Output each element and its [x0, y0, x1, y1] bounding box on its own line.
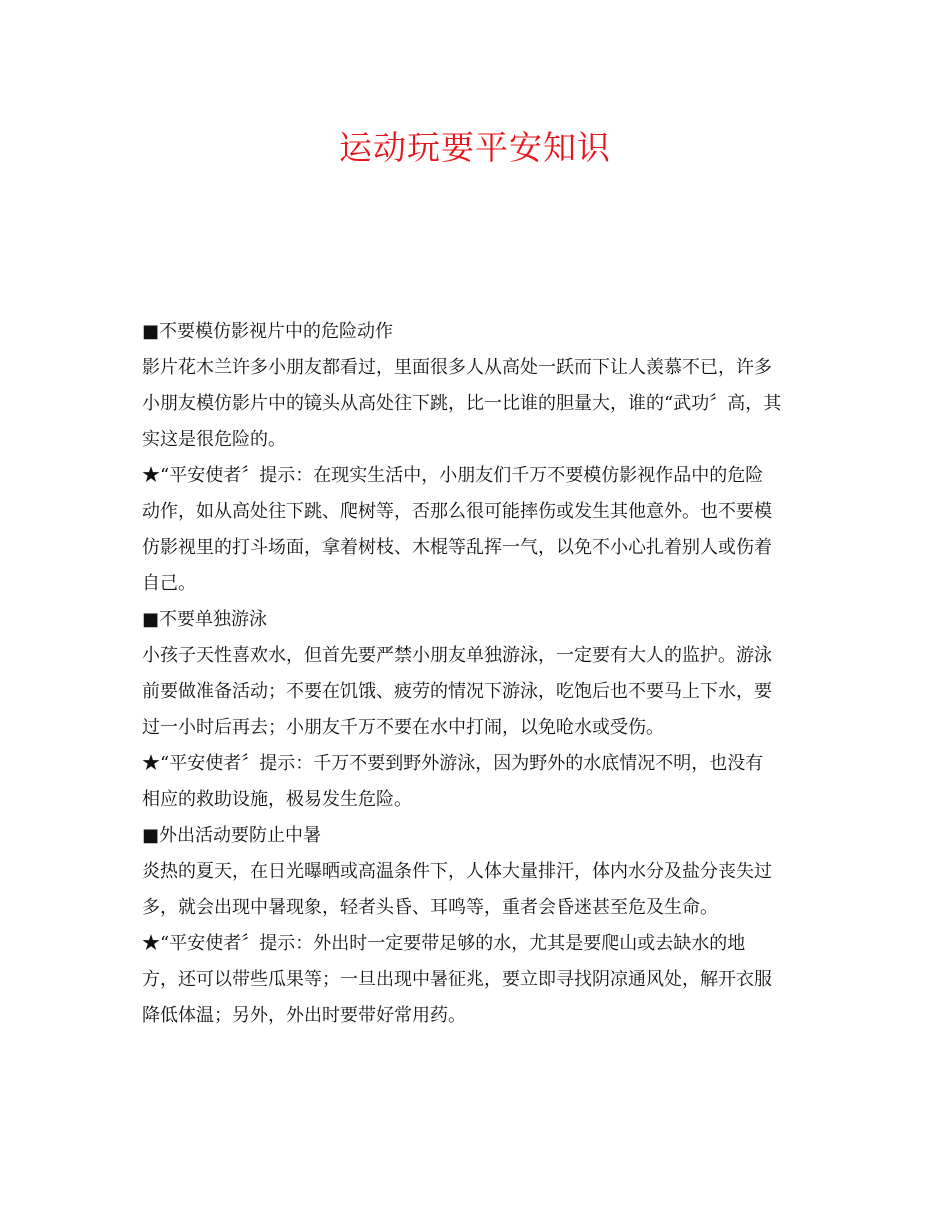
paragraph-line: 小朋友模仿影片中的镜头从高处往下跳，比一比谁的胆量大，谁的“武功〞高，其 [142, 393, 782, 414]
tip-line: 自己。 [142, 573, 196, 594]
tip-line: ★“平安使者〞提示：外出时一定要带足够的水，尤其是要爬山或去缺水的地 [142, 933, 746, 954]
tip-line: 相应的救助设施，极易发生危险。 [142, 789, 412, 810]
tip-line: ★“平安使者〞提示：千万不要到野外游泳，因为野外的水底情况不明，也没有 [142, 753, 764, 774]
tip-line: 降低体温；另外，外出时要带好常用药。 [142, 1005, 466, 1026]
tip-line: 方，还可以带些瓜果等；一旦出现中暑征兆，要立即寻找阴凉通风处，解开衣服 [142, 969, 772, 990]
tip-line: 动作，如从高处往下跳、爬树等，否那么很可能摔伤或发生其他意外。也不要模 [142, 501, 772, 522]
paragraph-line: 过一小时后再去；小朋友千万不要在水中打闹，以免呛水或受伤。 [142, 717, 664, 738]
paragraph-line: 炎热的夏天，在日光曝晒或高温条件下，人体大量排汗，体内水分及盐分丧失过 [142, 861, 772, 882]
paragraph-line: 小孩子天性喜欢水，但首先要严禁小朋友单独游泳，一定要有大人的监护。游泳 [142, 645, 772, 666]
tip-line: ★“平安使者〞提示：在现实生活中，小朋友们千万不要模仿影视作品中的危险 [142, 465, 764, 486]
tip-line: 仿影视里的打斗场面，拿着树枝、木棍等乱挥一气，以免不小心扎着别人或伤着 [142, 537, 772, 558]
paragraph-line: 影片花木兰许多小朋友都看过，里面很多人从高处一跃而下让人羡慕不已，许多 [142, 357, 772, 378]
document-title: 运动玩要平安知识 [339, 128, 611, 167]
paragraph-line: 实这是很危险的。 [142, 429, 286, 450]
section-heading: ■不要模仿影视片中的危险动作 [142, 321, 394, 342]
document-body [142, 314, 807, 1034]
paragraph-line: 前要做准备活动；不要在饥饿、疲劳的情况下游泳，吃饱后也不要马上下水，要 [142, 681, 772, 702]
paragraph-line: 多，就会出现中暑现象，轻者头昏、耳鸣等，重者会昏迷甚至危及生命。 [142, 897, 718, 918]
section-heading: ■外出活动要防止中暑 [142, 825, 322, 846]
section-heading: ■不要单独游泳 [142, 609, 268, 630]
